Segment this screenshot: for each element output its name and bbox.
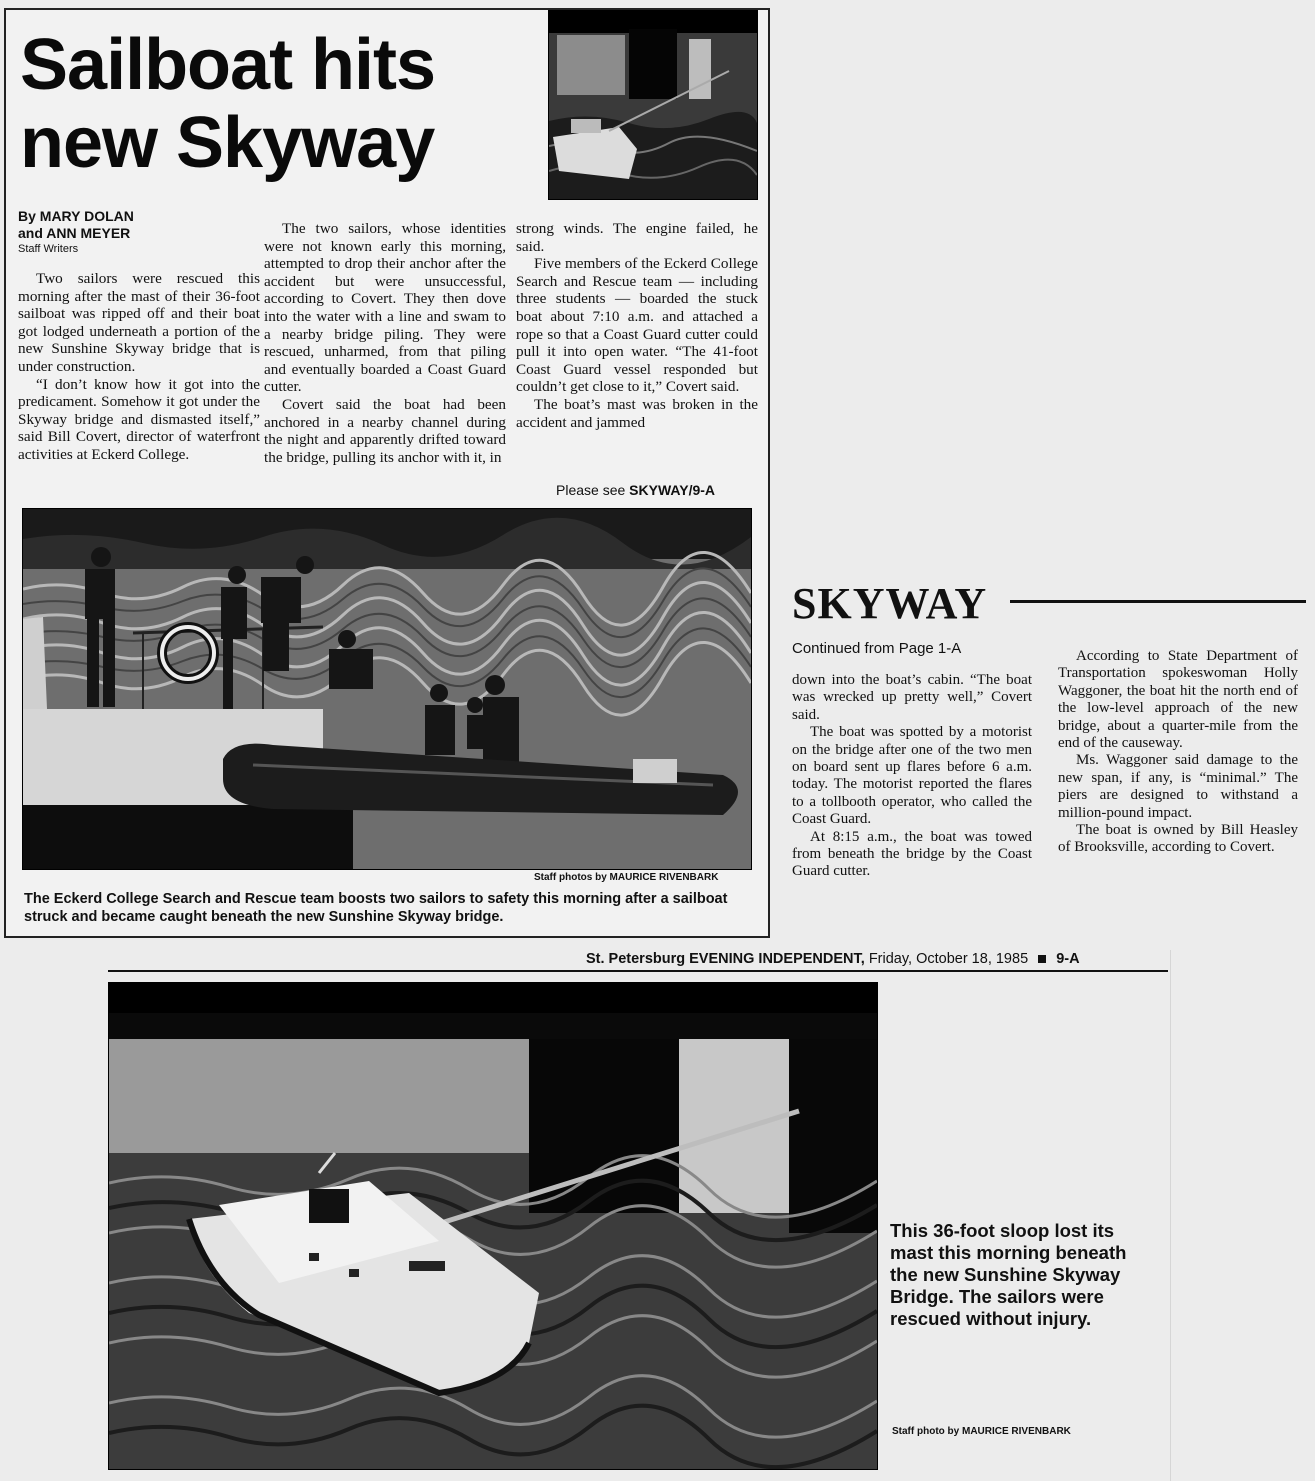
byline [18, 208, 258, 256]
paragraph: The boat is owned by Bill Heasley of Brooksville, according to Covert. [1058, 822, 1298, 856]
paragraph: Covert said the boat had been anchored in a nearby channel during the night and apparently drifted toward the bridge, pulling its anchor with it, in [264, 395, 506, 466]
paragraph: At 8:15 a.m., the boat was towed from beneath the bridge by the Coast Guard cutter. [792, 828, 1032, 880]
photo-caption: The Eckerd College Search and Rescue team boosts two sailors to safety this morning after a sailboat struck and became caught beneath the new Sunshine Skyway bridge. [24, 891, 728, 925]
jump-prefix: Please see [556, 482, 626, 498]
jump-target: SKYWAY/9-A [629, 482, 716, 498]
page-folio [586, 951, 1080, 967]
byline-author-1: By MARY DOLAN [18, 208, 134, 224]
paragraph: Ms. Waggoner said damage to the new span, if any, is “minimal.” The piers are designed to withstand a million-pound impact. [1058, 752, 1298, 821]
rescue-photo [22, 508, 752, 870]
article-column-1 [18, 270, 260, 464]
byline-author-2: and ANN MEYER [18, 225, 131, 241]
continuation-column-1 [792, 672, 1032, 881]
byline-role: Staff Writers [18, 243, 79, 255]
paragraph: The boat was spotted by a motorist on the bridge after one of the two men on board sent up flares before 6 a.m. today. The motorist reported the flares to a tollbooth operator, who called the Coast Guard. [792, 724, 1032, 828]
paragraph: down into the boat’s cabin. “The boat was wrecked up pretty well,” Covert said. [792, 672, 1032, 723]
article-column-2 [264, 220, 506, 466]
bottom-photo-caption: This 36-foot sloop lost its mast this morning beneath the new Sunshine Skyway Bridge. The sailors were rescued without injury. [890, 1220, 1127, 1329]
top-photo-boat-under-bridge [548, 10, 758, 200]
paragraph: strong winds. The engine failed, he said. [516, 220, 758, 255]
paragraph: “I don’t know how it got into the predicament. Somehow it got under the Skyway bridge and dismasted itself,” said Bill Covert, director of waterfront activities at Eckerd College. [18, 375, 260, 463]
paragraph: Five members of the Eckerd College Search and Rescue team — including three students — boarded the stuck boat about 7:10 a.m. and attached a rope so that a Coast Guard cutter could pull it into open water. “The 41-foot Coast Guard vessel responded but couldn’t get close to it,” Covert said. [516, 255, 758, 396]
paragraph: According to State Department of Transportation spokeswoman Holly Waggoner, the boat hit the north end of the low-level approach of the new bridge, about a quarter-mile from the end of the causeway. [1058, 648, 1298, 752]
heading-rule [1010, 600, 1306, 603]
bullet-icon [1038, 955, 1046, 963]
continuation-heading: SKYWAY [792, 579, 988, 628]
page-edge [1170, 950, 1171, 1481]
paragraph: The two sailors, whose identities were not known early this morning, attempted to drop their anchor after the accident but were unsuccessful, according to Covert. They then dove into the water with a line and swam to a nearby bridge piling. They were rescued, unharmed, from that piling and eventually boarded a Coast Guard cutter. [264, 220, 506, 396]
continuation-column-2 [1058, 648, 1298, 857]
page-number: 9-A [1056, 951, 1080, 967]
headline: Sailboat hits new Skyway [20, 25, 436, 183]
photo-credit: Staff photos by MAURICE RIVENBARK [534, 872, 719, 883]
continued-from: Continued from Page 1-A [792, 640, 962, 657]
newspaper-name: St. Petersburg EVENING INDEPENDENT, [586, 951, 865, 967]
jump-line [556, 482, 715, 498]
bottom-photo-sloop [108, 982, 878, 1470]
paragraph: The boat’s mast was broken in the accident and jammed [516, 395, 758, 431]
paragraph: Two sailors were rescued this morning after the mast of their 36-foot sailboat was ripped off and their boat got lodged underneath a portion of the new Sunshine Skyway bridge that is under construction. [18, 270, 260, 375]
article-column-3 [516, 220, 758, 431]
bottom-photo-credit: Staff photo by MAURICE RIVENBARK [892, 1426, 1071, 1437]
folio-rule [108, 970, 1168, 972]
publication-date: Friday, October 18, 1985 [868, 951, 1029, 967]
